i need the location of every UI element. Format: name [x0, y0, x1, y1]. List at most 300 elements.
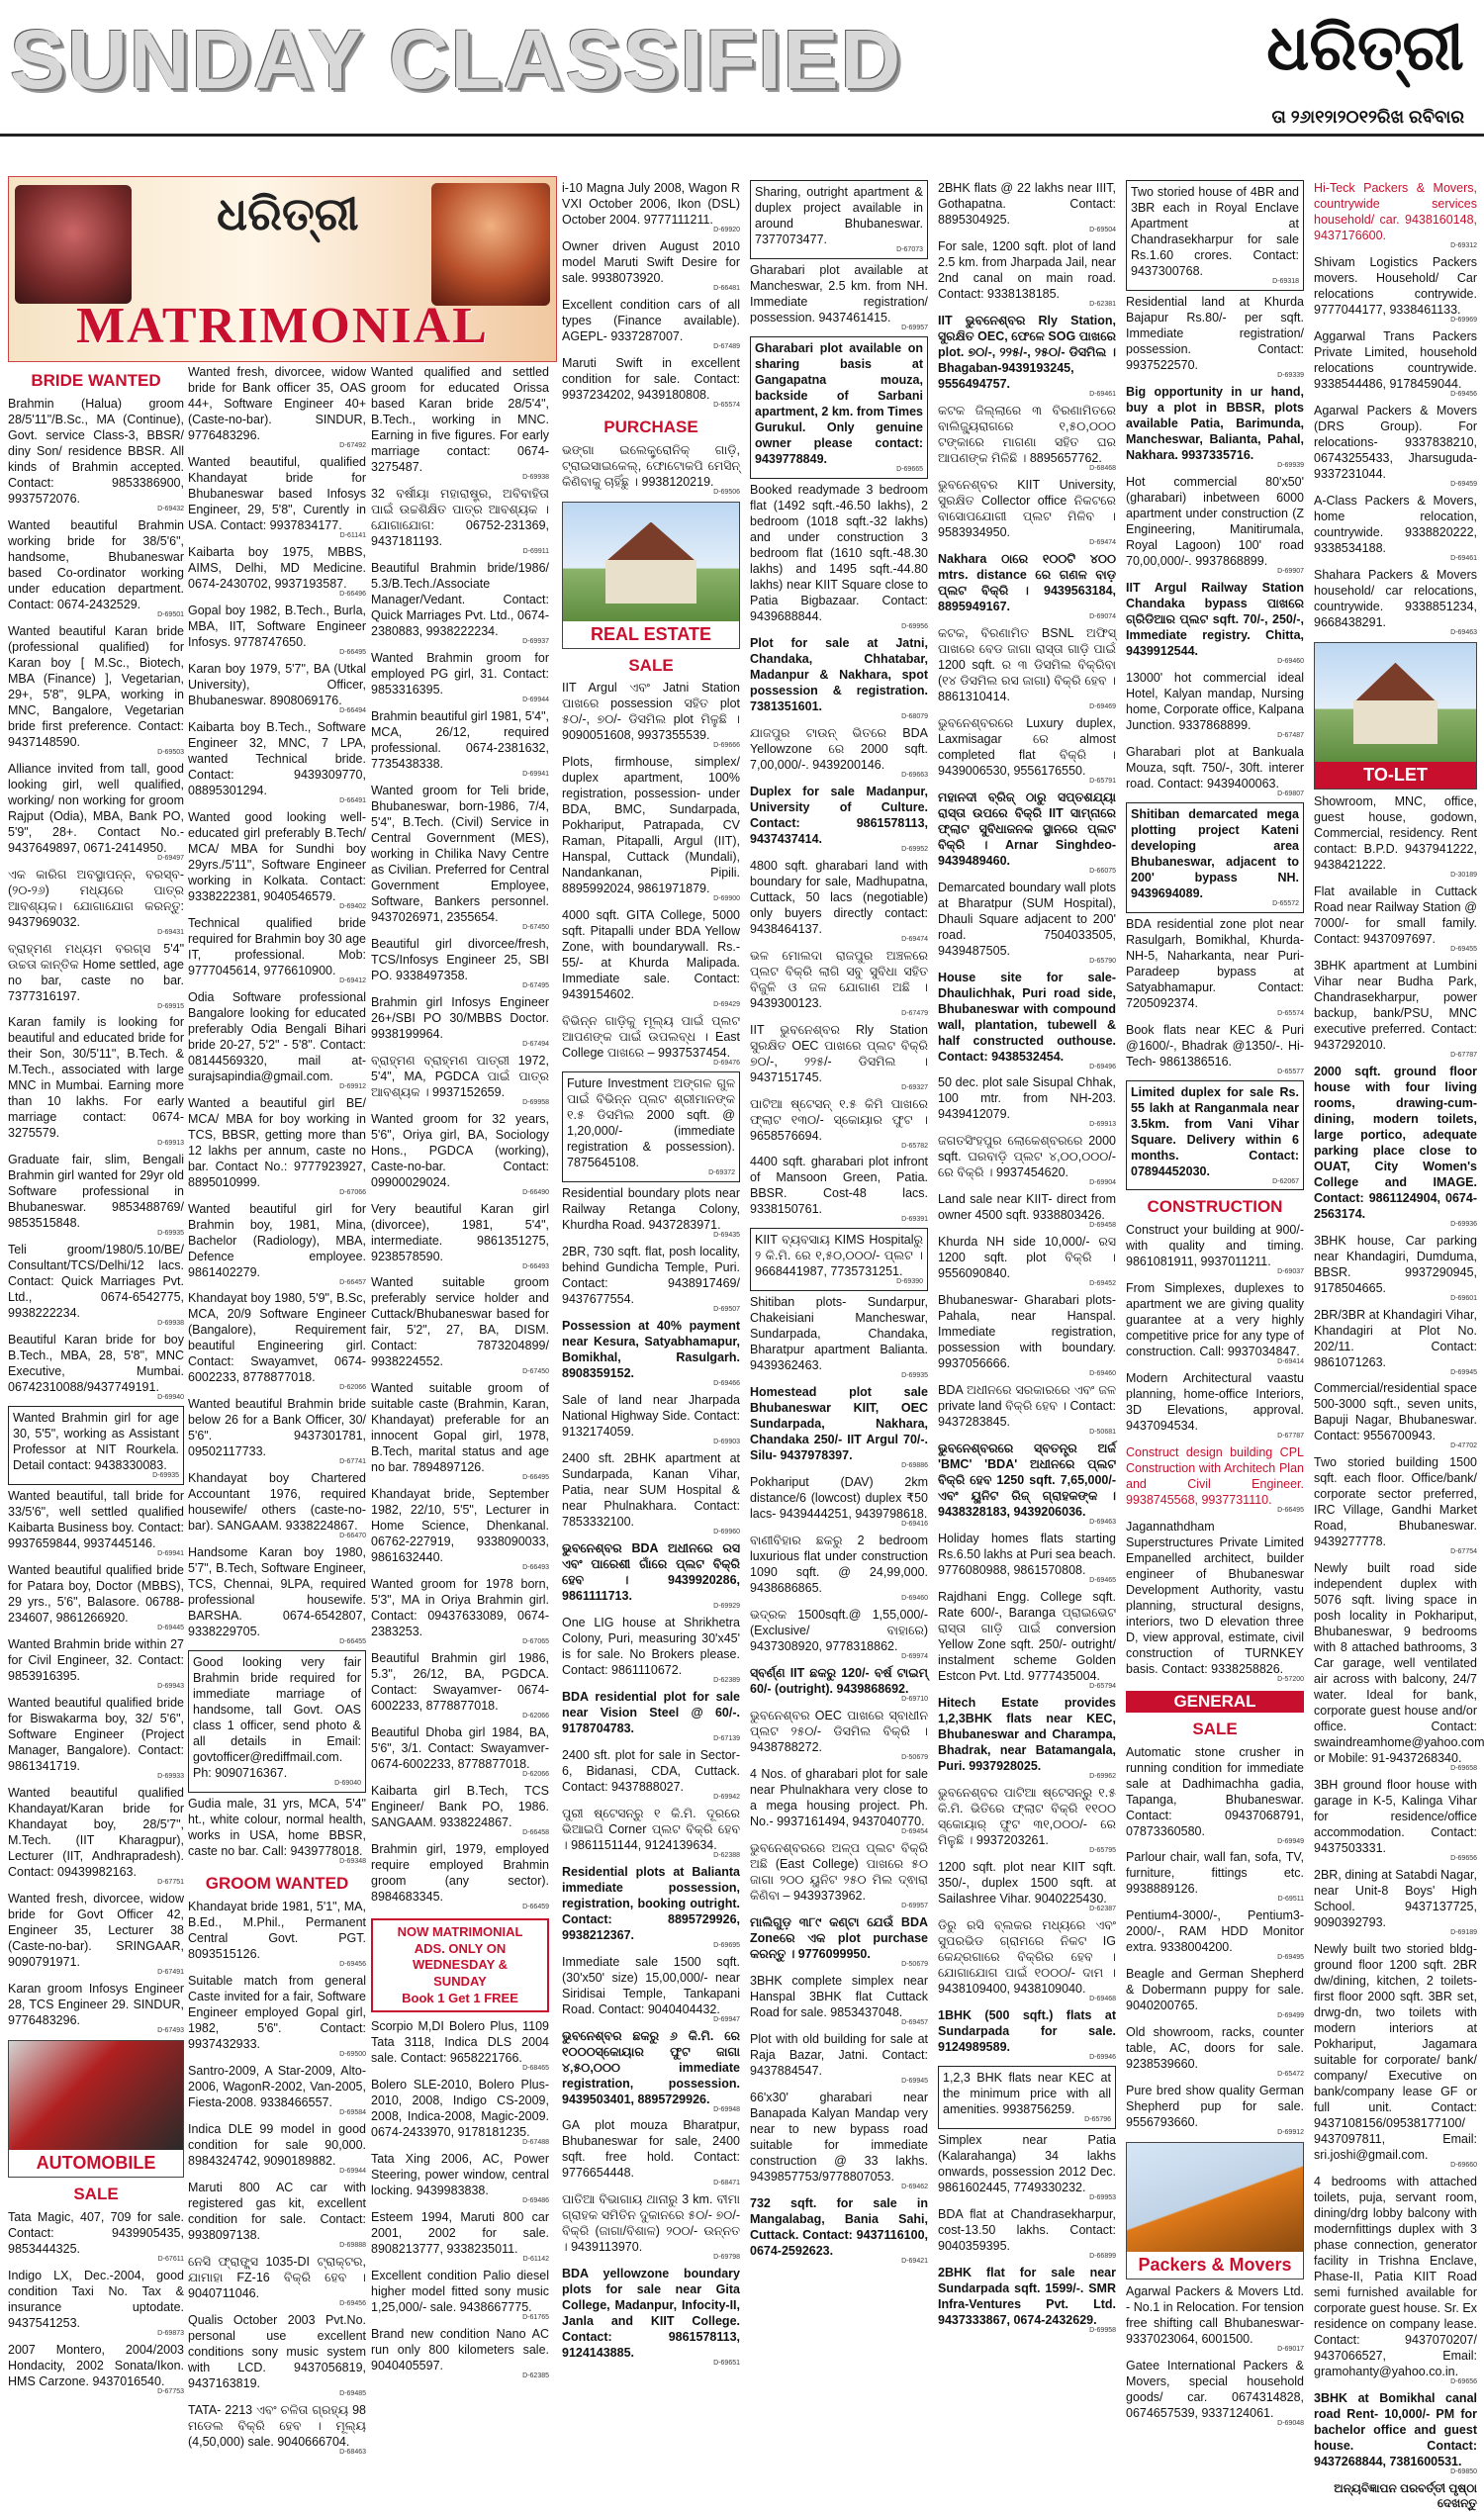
ad-text: Jagannathdham Superstructures Private Limited Empanelled architect, builder engineer of Bhubaneswar Development Authority, vastu planning, structural designs, interiors, two D elevation three D, view approval, estimate, civil construction of TURNKEY basis. Contact: 9338258826.	[1126, 1520, 1304, 1677]
ad-code: D-69431	[157, 928, 184, 936]
classified-ad	[1314, 1233, 1477, 1304]
classified-ad	[938, 238, 1116, 310]
classified-ad	[371, 650, 549, 705]
ad-code: D-69339	[1277, 371, 1304, 379]
ad-text: 4400 sqft. gharabari plot infront of Mansoon Green, Patia. BBSR. Cost-48 lacs. 9338150761.	[750, 1155, 928, 1217]
classified-ad	[750, 1708, 928, 1763]
ad-text: 1200 sqft. plot near KIIT sqft. 350/-, duplex 1500 sqft. at Sailashree Vihar. 9040225430.	[938, 1859, 1116, 1906]
ad-text: Alliance invited from tall, good looking girl, well qualified, working/ non working for groom Rajput (Odia), MBA, Bank PO, 5'9", 28+. Contact No.- 9437649897, 0671-2414950.	[8, 761, 184, 855]
ad-code: D-69956	[901, 622, 928, 630]
ad-code: D-69040	[334, 1780, 361, 1788]
classified-ad	[188, 454, 366, 541]
classified-ad	[188, 2121, 366, 2177]
ad-code: D-69941	[157, 1550, 184, 1558]
ad-code: D-65574	[1277, 1009, 1304, 1017]
ad-text: Hot commercial 80'x50' (gharabari) inbetween 6000 apartment under construction (Z Engineering, Manitirumala, Royal Lagoon) 100' road 70,00,000/-. 9937868899.	[1126, 474, 1304, 568]
ad-code: D-69601	[1450, 1294, 1477, 1302]
ad-text: 2BR, dining at Satabdi Nagar, near Unit-8 Boys' High School. 9437137725, 9090392793.	[1314, 1868, 1477, 1930]
ad-code: D-69500	[339, 2050, 366, 2058]
ad-text: Brahmin beautiful girl 1981, 5'4", MCA, 26/12, required professional. 0674-2381632, 7735438338.	[371, 708, 549, 771]
classified-ad	[188, 1973, 366, 2060]
ad-code: D-69915	[157, 1002, 184, 1010]
ad-code: D-69940	[157, 1394, 184, 1402]
ad-code: D-69327	[901, 1083, 928, 1091]
ad-text: Wanted suitable groom of suitable caste (Brahmin, Karan, Khandayat) preferable for an innocent Gopal girl, 1978, B.Tech, marital status and age no bar. 7894897126.	[371, 1381, 549, 1475]
classified-ad	[371, 486, 549, 557]
classified-ad	[562, 680, 740, 751]
classified-ad	[188, 915, 366, 986]
ad-text: Beautiful girl divorcee/fresh, TCS/Infosys Engineer 25, SBI PO. 9338497358.	[371, 936, 549, 982]
ad-code: D-69189	[1450, 1929, 1477, 1937]
ad-list	[1314, 793, 1484, 2477]
ad-code: D-50681	[1089, 1429, 1116, 1437]
classified-ad	[371, 1650, 549, 1721]
classified-ad	[8, 1242, 184, 1329]
ad-text: Suitable match from general Caste invited for a fair, Software Engineer employed Gopal girl, 1982, 5'6". Contact: 9937432933.	[188, 1973, 366, 2051]
ad-code: D-65791	[1089, 777, 1116, 785]
ad-code: D-69941	[522, 770, 549, 778]
classified-ad	[371, 560, 549, 647]
ad-text: 3BHK complete simplex near Hanspal 3BHK flat Cuttack Road for sale. 9853437048.	[750, 1973, 928, 2019]
classified-ad	[562, 297, 740, 352]
ad-code: D-69938	[522, 474, 549, 481]
ad-text: BDA flat at Chandrasekharpur, cost-13.50 lakhs. Contact: 9040359395.	[938, 2206, 1116, 2253]
ad-code: D-69957	[901, 324, 928, 331]
ad-code: D-62389	[713, 1676, 740, 1684]
offer-line: ADS. ONLY ON	[414, 1940, 507, 1956]
ad-text: Duplex for sale Madanpur, University of Culture. Contact: 9861578113, 9437437414.	[750, 784, 928, 846]
ad-code: D-69936	[1450, 1220, 1477, 1228]
classified-ad	[1126, 294, 1304, 381]
classified-ad	[938, 2132, 1116, 2203]
ad-text: Wanted fresh, divorcee, widow bride for Govt Officer 42, Engineer 35, Lecturer 38 (Caste-no-bar). SRINGAAR, 9090791971.	[8, 1892, 184, 1969]
classified-ad	[750, 482, 928, 632]
classified-ad	[1314, 493, 1477, 564]
ad-text: Residential land at Khurda Bajapur Rs.80/- per sqft. Immediate registration/ possession. Contact: 9937522570.	[1126, 294, 1304, 372]
ad-text: Wanted good looking well-educated girl preferably B.Tech/ MCA/ MBA for Sundhi boy 29yrs./5'11", Software Engineer working in Kolkata. Contact: 9338222381, 9040546579.	[188, 809, 366, 903]
ad-code: D-67493	[157, 2026, 184, 2034]
ad-text: 1,2,3 BHK flats near KEC at the minimum price with all amenities. 9938756259.	[943, 2070, 1111, 2116]
classified-ad	[750, 2090, 928, 2192]
house-photo	[1315, 643, 1476, 762]
ad-code: D-69460	[1277, 657, 1304, 665]
ad-text: ମାଲିଗୁଡ଼ ୩୮୯ କଣ୍ଟା ଯେଉଁ BDA Zoneରେ ଏକ plot purchase କରନ୍ତୁ । 9776099950.	[750, 1914, 928, 1961]
classified-ad	[938, 1531, 1116, 1586]
ad-text: Hi-Teck Packers & Movers, countrywide services household/ car. 9438160148, 9437176600.	[1314, 181, 1477, 242]
ad-list	[1126, 1222, 1304, 1685]
ad-text: Homestead plot sale Bhubaneswar KIIT, OEC Sundarpada, Nakhara, Chandaka 250/- IIT Argul 70/-. Silu- 9437978397.	[750, 1385, 928, 1463]
automobile-image	[8, 2040, 184, 2178]
classified-ad	[1314, 1064, 1477, 1230]
ad-text: Wanted beautiful Brahmin working bride for 38/5'6", handsome, Bhubaneswar based Co-ordinator working under education department. Contact: 0674-2432529.	[8, 517, 184, 611]
ad-text: Beautiful Karan bride for boy B.Tech., MBA, 28, 5'8", MNC Executive, Mumbai. 06742310088/9437749191.	[8, 1333, 184, 1395]
ad-text: 1BHK (500 sqft.) flats at Sundarpada for sale. 9124989589.	[938, 2007, 1116, 2054]
ad-code: D-69935	[901, 1372, 928, 1380]
ad-code: D-66455	[339, 1638, 366, 1646]
ad-code: D-69504	[1089, 227, 1116, 233]
ad-text: Old showroom, racks, counter table, AC, doors for sale. 9238539660.	[1126, 2025, 1304, 2072]
ad-text: Showroom, MNC, office, guest house, godown, Commercial, residency. Rent contact: B.P.D. 9437941222, 9438421222.	[1314, 793, 1477, 872]
ad-text: IIT Argul ଏବଂ Jatni Station ପାଖରେ possession ସହିତ plot ୫୦/-, ୭୦/- ଡିସମିଲ plot ମିଳୁଛି । 9090051608, 9937355539.	[562, 681, 740, 743]
ad-code: D-62067	[1272, 1177, 1299, 1185]
ad-text: Shitiban plots- Sundarpur, Chakeisiani Mancheswar, Sundarpada, Chandaka, Bharatpur apartment Balianta. 9439362463.	[750, 1295, 928, 1373]
ad-code: D-69945	[1450, 1368, 1477, 1376]
ad-code: D-69913	[157, 1140, 184, 1148]
ad-code: D-69391	[901, 1216, 928, 1224]
classified-ad	[1126, 1444, 1304, 1516]
ad-code: D-65795	[1089, 1847, 1116, 1855]
ad-code: D-69460	[901, 1595, 928, 1603]
classified-ad	[938, 880, 1116, 967]
ad-text: Brahmin girl Infosys Engineer 26+/SBI PO 30/MBBS Doctor. 9938199964.	[371, 994, 549, 1041]
ad-text: Wanted Brahmin groom for employed PG girl, 31. Contact: 9853316395.	[371, 650, 549, 697]
ad-text: Parlour chair, wall fan, sofa, TV, furniture, fittings etc. 9938889126.	[1126, 1850, 1304, 1897]
ad-text: Construct your building at 900/- with quality and timing. 9861081911, 9937011211.	[1126, 1223, 1304, 1269]
ad-code: D-69458	[1089, 1222, 1116, 1230]
ad-text: Newly built road side independent duplex with 5076 sqft. living space in posh locality in Pokhariput, Bhubaneswar, 9 bedrooms with 8 attached bathrooms, 3 Car garage, well ventilated air across with balcony, 24/7 water. Ideal for bank, corporate guest house and/or office. Contact: swaindreamhome@yahoo.com or Mobile: 91-9437268340.	[1314, 1561, 1484, 1766]
ad-text: Sharing, outright apartment & duplex project available in around Bhubaneswar. 7377073477.	[755, 185, 923, 246]
ad-code: D-67492	[339, 442, 366, 449]
ad-text: Karan groom Infosys Engineer 28, TCS Engineer 29. SINDUR, 9776483296.	[8, 1981, 184, 2027]
ad-code: D-67751	[157, 1879, 184, 1887]
ad-text: Technical qualified bride required for Brahmin boy 30 age IT, professional. Mob: 9777045614, 9776610900.	[188, 915, 366, 977]
ad-code: D-69658	[1450, 1765, 1477, 1773]
ad-text: Wanted Brahmin girl for age 30, 5'5", working as Assistant Professor at NIT Rourkela. Detail contact: 9438330083.	[13, 1411, 179, 1473]
ad-text: 2BHK flat for sale near Sundarpada sqft. 1599/-. SMR Infra-Ventures Pvt. Ltd. 9437333867, 0674-2432629.	[938, 2265, 1116, 2327]
ad-code: D-69886	[901, 1462, 928, 1470]
classified-ad	[1314, 958, 1477, 1061]
ad-text: 3BHK at Bomikhal canal road Rent- 10,000/- PM for bachelor office and guest house. Contact: 9437268844, 7381600531.	[1314, 2391, 1477, 2469]
offer-line: WEDNESDAY &	[412, 1957, 509, 1973]
classified-ad	[188, 1796, 366, 1867]
ad-text: Karan boy 1979, 5'7", BA (Utkal University), Officer, Bhubaneswar. 8908069176.	[188, 661, 366, 707]
ad-text: BDA ଅଧୀନରେ ସରକାରରେ ଏବଂ ଜଳ private land ବିକ୍ରି ହେବ । Contact: 9437283845.	[938, 1383, 1117, 1430]
ad-code: D-65782	[901, 1142, 928, 1150]
ad-text: 50 dec. plot sale Sisupal Chhak, 100 mtr. from NH-203. 9439412079.	[938, 1075, 1116, 1122]
ad-text: BDA yellowzone boundary plots for sale near Gita College, Madanpur, Infocity-II, Janla and KIIT College. Contact: 9861578113, 9124143885.	[562, 2267, 740, 2361]
ad-code: D-69457	[901, 2018, 928, 2026]
ad-code: D-66491	[339, 796, 366, 804]
ad-text: 4 Nos. of gharabari plot for sale near Phulnakhara very close to a mega housing project. Ph. No.- 9937161494, 9437040770.	[750, 1767, 928, 1829]
ad-code: D-69461	[1450, 554, 1477, 562]
continued-footer: ଅନ୍ୟବିଜ୍ଞାପନ ପରବର୍ତ୍ତୀ ପୃଷ୍ଠା ଦେଖନ୍ତୁ	[1334, 2481, 1477, 2511]
classified-ad	[938, 313, 1116, 400]
classified-ad	[750, 336, 928, 479]
ad-code: D-69949	[1277, 1837, 1304, 1845]
bride-photo-left	[15, 185, 132, 304]
ad-list	[188, 364, 366, 1867]
ad-code: D-69402	[339, 902, 366, 910]
ad-code: D-69462	[901, 2183, 928, 2190]
ad-text: Handsome Karan boy 1980, 5'7", B.Tech, Software Engineer, TCS, Chennai, 9LPA, required professional housewife. BARSHA. 0674-6542807, 9338229705.	[188, 1545, 366, 1639]
ad-code: D-69907	[1277, 567, 1304, 575]
classified-ad	[371, 936, 549, 991]
ad-code: D-69496	[1089, 1063, 1116, 1070]
ad-code: D-69953	[1089, 2193, 1116, 2201]
ad-text: Karan family is looking for beautiful and educated bride for their Son, 30/5'11", B.Tech. & M.Tech., associated with large MNC in Mumbai. Earning more than 10 lakhs. For early marriage contact: 0674-3275579.	[8, 1015, 184, 1141]
classified-ad	[562, 2266, 740, 2369]
ad-code: D-69944	[339, 2167, 366, 2175]
ad-code: D-47702	[1450, 1442, 1477, 1450]
ad-text: Wanted qualified and settled groom for educated Orissa based Karan bride 28/5'4", B.Tech., working in MNC. Earning in five figures. For early marriage contact: 0674-3275487.	[371, 365, 549, 474]
ad-text: Excellent condition cars of all types (Finance available). AGEPL- 9337287007.	[562, 297, 740, 343]
classified-ad	[1126, 1966, 1304, 2021]
ad-code: D-61765	[522, 2314, 549, 2322]
section-sale: SALE	[628, 655, 674, 675]
classified-ad	[750, 858, 928, 945]
classified-ad	[188, 989, 366, 1092]
classified-ad	[562, 1392, 740, 1447]
ad-code: D-69947	[713, 2015, 740, 2023]
ad-text: ଭଳ ମୋଲଦା ରାଜପୁର ଅଞ୍ଚଳରେ ପ୍ଲଟ ବିକ୍ରି ଲାଗି ସବୁ ସୁବିଧା ସହିତ ବିଜୁଳି ଓ ଜଳ ଯୋଗାଣ ଅଛି । 9439300123.	[750, 948, 928, 1010]
ad-code: D-66458	[522, 1829, 549, 1837]
ad-text: Santro-2009, A Star-2009, Alto-2006, WagonR-2002, Van-2005, Fiesta-2008. 9338466557.	[188, 2063, 366, 2109]
bride-photo-right	[431, 183, 550, 306]
ad-text: Indica DLE 99 model in good condition for sale 90,000. 8984324742, 9090189882.	[188, 2121, 366, 2168]
ad-code: D-69503	[157, 748, 184, 756]
issue-date: ତା ୨୬ା୧୨ା୨୦୧୨ରିଖ ରବିବାର	[1271, 107, 1464, 127]
ad-code: D-69903	[713, 1438, 740, 1445]
ad-text: Wanted fresh, divorcee, widow bride for Bank officer 35, OAS 44+, Software Engineer 40+ (Caste-no-bar). SINDUR, 9776483296.	[188, 365, 366, 442]
ad-text: Residential plots at Balianta immediate possession, registration, booking outright. Contact: 8895729926, 9938212367.	[562, 1864, 740, 1942]
offer-line: NOW MATRIMONIAL	[397, 1924, 523, 1940]
classified-ad	[8, 1332, 184, 1403]
ad-text: 2BR, 730 sqft. flat, posh locality, behind Gundicha Temple, Puri. Contact: 9438917469/ 9437677554.	[562, 1245, 740, 1307]
classified-ad	[371, 2151, 549, 2206]
ad-code: D-69454	[901, 1828, 928, 1836]
ad-code: D-67073	[896, 246, 923, 253]
ad-text: Shahara Packers & Movers household/ car relocations, countrywide. 9338851234, 9668438291.	[1314, 567, 1477, 629]
ad-text: 13000' hot commercial ideal Hotel, Kalyan mandap, Nursing home, Corporate office, Kalpana Junction. 9337868899.	[1126, 670, 1304, 732]
classified-ad	[750, 784, 928, 855]
ad-code: D-69463	[1089, 1519, 1116, 1527]
ad-list	[1126, 180, 1304, 1190]
classified-ad	[562, 1806, 740, 1861]
ad-code: D-69485	[339, 2389, 366, 2397]
ad-code: D-69929	[713, 1602, 740, 1610]
matrimonial-offer-box	[371, 1918, 549, 2012]
ad-text: ଭୁବନେଶ୍ବରରେ ଅଳ୍ପ ପ୍ଲଟ ବିକ୍ରି ଅଛି (East College) ପାଖରେ ୫୦ ଜାଗା ୨୦୦ ୟୁନିଟ ୨୫୦ ମିଲ ଦ୍ଵାରା କିଣିବା – 9439373962.	[750, 1841, 928, 1904]
classified-ad	[8, 941, 184, 1012]
ad-text: Agarwal Packers & Movers Ltd. - No.1 in Relocation. For tension free shifting call Bhubaneswar- 9337023064, 6001500.	[1126, 2284, 1304, 2347]
ad-code: D-67479	[901, 1009, 928, 1017]
classified-ad	[188, 1095, 366, 1198]
ad-code: D-69960	[713, 1528, 740, 1535]
classified-ad	[8, 396, 184, 514]
ad-text: Khandayat boy Chartered Accountant 1976, required housewife/ others (caste-no-bar). SANGAAM. 9338224867.	[188, 1471, 366, 1534]
classified-ad	[188, 1650, 366, 1793]
classified-ad	[188, 603, 366, 658]
classified-ad	[938, 2265, 1116, 2336]
classified-ad	[938, 1133, 1116, 1188]
ad-code: D-69913	[1089, 1121, 1116, 1129]
ad-text: Booked readymade 3 bedroom flat (1492 sqft.-46.50 lakhs), 2 bedroom (1018 sqft.-32 lakhs) and under construction 3 bedroom flat (1610 sqft.-48.30 lakhs) and 1495 sqft.-44.80 lakhs) near KIIT Square close to Patia Bigbazaar. Contact: 9439688844.	[750, 482, 928, 623]
ad-code: D-69710	[901, 1696, 928, 1704]
classified-ad	[938, 1292, 1116, 1379]
ad-code: D-62066	[522, 1771, 549, 1779]
ad-text: Beautiful Dhoba girl 1984, BA, 5'6", 3/1. Contact: Swayamver- 0674-6002233, 8778877018.	[371, 1725, 549, 1772]
ad-text: IIT ଭୁବନେଶ୍ବର Rly Station, ସୁରକ୍ଷିତ OEC, ଫେଳେ SOG ପାଖରେ plot. ୭୦/-, ୨୨୫/-, ୨୫୦/- ଡିସମିଲ । Bhagaban-9439193245, 9556494757.	[938, 313, 1116, 391]
classified-ad	[8, 867, 184, 938]
classified-ad	[371, 1380, 549, 1483]
ad-text: କଟକ ଜିଲ୍ଲାରେ ୩ ବିରଣାମିତରେ ବାଲିଜ୍ୟୁରାଗରେ ୧,୫୦,୦୦୦ ଟଙ୍କାରେ ମାଗଣା ସହିତ ଘର ଆପଣଙ୍କ ମିଳିଛି । 8895657762.	[938, 403, 1116, 465]
ad-text: ବ୍ରାହ୍ମଣ ମଧ୍ୟମ ବରଗ୍ସ 5'4" ଉଚ୍ଚତା କାନ୍ତିକ Home settled, age no bar, caste no bar. 7377316197.	[8, 941, 184, 1003]
classified-ad	[562, 1615, 740, 1686]
classified-ad	[562, 442, 740, 498]
ad-code: D-69912	[339, 1082, 366, 1090]
ad-code: D-69900	[713, 895, 740, 903]
section-sale: SALE	[73, 2184, 119, 2203]
ad-text: TATA- 2213 ଏବଂ ଚଳିତା ଗ୍ରହ୍ୟ 98 ମଡେଲ ବିକ୍ରି ହେବ । ମୂଲ୍ୟ (4,50,000) sale. 9040666704.	[188, 2402, 366, 2449]
ad-code: D-68465	[522, 2065, 549, 2073]
ad-text: Commercial/residential space 500-3000 sqft., seven units, Bapuji Nagar, Bhubaneswar. Contact: 9556700943.	[1314, 1381, 1477, 1443]
ad-code: D-69798	[713, 2254, 740, 2262]
ad-code: D-67139	[713, 1734, 740, 1742]
ad-text: Wanted a beautiful girl BE/ MCA/ MBA for boy working in TCS, BBSR, getting more than 12 lakhs per annum, caste no bar. Contact No.: 9777923927, 8895010999.	[188, 1095, 366, 1189]
packers-label: Packers & Movers	[1127, 2252, 1303, 2279]
ad-text: Pokhariput (DAV) 2km distance/6 (lowcost) duplex ₹50 lacs- 9439444251, 9439798618.	[750, 1475, 928, 1522]
ad-text: 66'x30' gharabari near Banapada Kalyan Mandap very near to new bypass road suitable for immediate construction @ 33 lakhs. 9439857753/9778807053.	[750, 2090, 928, 2184]
classified-ad	[188, 1470, 366, 1541]
ad-text: Wanted groom for Teli bride, Bhubaneswar, born-1986, 7/4, 5'4", B.Tech. (Civil) Service in Central Government (MES), working in Chilika Navy Centre as Civilian. Preferred for Central Government Employee, Software, Bankers personnel. 9437026971, 2355654.	[371, 783, 549, 924]
classified-ad	[562, 1244, 740, 1315]
classified-ad	[371, 1201, 549, 1272]
classified-ad	[371, 2209, 549, 2265]
ad-text: Modern Architectural vaastu planning, home-office Interiors, 3D Elevations, approval. 9437094534.	[1126, 1371, 1304, 1434]
ad-list	[750, 180, 928, 2267]
section-construction: CONSTRUCTION	[1147, 1197, 1283, 1217]
ad-text: Aggarwal Trans Packers Private Limited, household relocations countrywide. 9338544486, 9178459044.	[1314, 328, 1477, 391]
classified-ad	[8, 2268, 184, 2339]
classified-ad	[188, 2402, 366, 2458]
ad-code: D-66470	[339, 1533, 366, 1540]
classified-ad	[750, 1973, 928, 2028]
ad-code: D-69656	[1450, 1855, 1477, 1863]
ad-text: Big opportunity in ur hand, buy a plot in BBSR, plots available Patia, Barimunda, Mancheswar, Balianta, Pahal, Nakhara. 9937335716.	[1126, 384, 1304, 462]
ad-text: A-Class Packers & Movers, home relocation, countrywide. 9338820222, 9338534188.	[1314, 493, 1477, 555]
ad-text: IIT ଭୁବନେଶ୍ବର Rly Station ସୁରକ୍ଷିତ OEC ପାଖରେ ପ୍ଲଟ ବିକ୍ରି ୭୦/-, ୨୨୫/- ଡିସମିଲ । 9437151745.	[750, 1022, 928, 1084]
ad-text: BDA residential plot for sale near Vision Steel @ 60/-. 9178704783.	[562, 1689, 740, 1735]
classified-ad	[750, 1154, 928, 1225]
ad-text: Pentium4-3000/-, Pentium3-2000/-, RAM HDD Monitor extra. 9338004200.	[1126, 1908, 1304, 1955]
ad-code: D-69429	[713, 1001, 740, 1009]
ad-code: D-66493	[522, 1262, 549, 1270]
ad-code: D-69048	[1277, 2420, 1304, 2428]
ad-code: D-69958	[1089, 2326, 1116, 2334]
ad-text: Limited duplex for sale Rs. 55 lakh at Ranganmala near 3.5km. from Vani Vihar Square. Delivery within 6 months. Contact: 07894452030.	[1131, 1084, 1299, 1178]
ad-list	[1126, 2283, 1304, 2429]
classified-ad	[1126, 1907, 1304, 1963]
ad-text: i-10 Magna July 2008, Wagon R VXI October 2006, Ikon (DSL) October 2004. 9777111211.	[562, 181, 740, 227]
ad-text: ଭୁବନେଶ୍ବର OEC ପାଖରେ ସ୍ବାଧୀନ ପ୍ଲଟ ୨୫୦/- ଡିସମିଲ ବିକ୍ରି । 9438788272.	[750, 1709, 928, 1755]
classified-ad	[371, 1783, 549, 1838]
ad-code: D-69666	[713, 742, 740, 750]
classified-ad	[371, 994, 549, 1050]
classified-ad	[8, 1981, 184, 2036]
classified-ad	[562, 1013, 740, 1069]
ad-code: D-67741	[339, 1458, 366, 1466]
ad-text: 4000 sqft. GITA College, 5000 sqft. Pitapalli under BDA Yellow Zone, with boundarywall. Rs.- 55/- at Khurda Malipada. Immediate sale. Contact: 9439154602.	[562, 908, 740, 1002]
real-estate-image	[562, 502, 740, 649]
classified-ad	[371, 783, 549, 933]
offer-line: Book 1 Get 1 FREE	[402, 1990, 518, 2005]
classified-ad	[938, 625, 1116, 712]
ad-text: 2400 sft. 2BHK apartment at Sundarpada, Kanan Vihar, Patia, near SUM Hospital & near Phulnakhara. Contact: 7853332100.	[562, 1450, 740, 1529]
ad-code: D-66459	[522, 1904, 549, 1911]
ad-text: ବିଭିନ୍ନ ଗାଡ଼ିକୁ ମୂଲ୍ୟ ପାଇଁ ପ୍ଲଟ ଆପଣଙ୍କ ପାଇଁ ଉପଲବ୍ଧ । East College ପାଖରେ – 9937537454.	[562, 1014, 740, 1061]
classified-ad	[1314, 180, 1477, 251]
classified-ad	[562, 1747, 740, 1803]
ad-text: Wanted Brahmin bride within 27 for Civil Engineer, 32. Contact: 9853916395.	[8, 1637, 184, 1684]
ad-code: D-69456	[1450, 390, 1477, 398]
classified-ad	[1314, 884, 1477, 955]
ad-text: House site for sale- Dhaulichhak, Puri road side, Bhubaneswar with compound wall, plantation, tubewell & half constructed outhouse. Contact: 9438532454.	[938, 970, 1116, 1064]
ad-text: ପାଟିଆ ଷ୍ଟେସନ୍ ୧.୫ କିମି ପାଖରେ ଫ୍ଲାଟ ୧୩୦/- ସ୍କୋୟାର ଫୁଟ । 9658576694.	[750, 1096, 928, 1143]
divider	[0, 134, 1484, 137]
ad-code: D-69497	[157, 854, 184, 862]
ad-list	[371, 2018, 549, 2381]
classified-ad	[1126, 670, 1304, 741]
ad-code: D-69461	[1089, 390, 1116, 398]
ad-text: Flat available in Cuttack Road near Railway Station @ 7000/- for small family. Contact: 9437097697.	[1314, 884, 1477, 946]
ad-code: D-69468	[1089, 1995, 1116, 2002]
ad-text: ମହାନଦୀ ବ୍ରିଜ୍ ଠାରୁ ସପ୍ତଶଯ୍ୟା ରାସ୍ତା ଉପରେ ବିକ୍ରି IIT ସାମ୍ନାରେ ଫ୍ଲାଟ ସୁବିଧାଜନକ ସ୍ଥାନରେ ପ୍ଲଟ ବିକ୍ରି । Arnar Singhdeo-9439489460.	[938, 790, 1116, 868]
classified-ad	[188, 2312, 366, 2399]
classified-ad	[750, 2195, 928, 2267]
ad-code: D-67066	[339, 1188, 366, 1196]
classified-ad	[188, 2063, 366, 2118]
ad-code: D-69511	[1277, 1896, 1304, 1904]
ad-text: Graduate fair, slim, Bengali Brahmin girl wanted for 29yr old Software professional in Bhubaneswar. 9853488769/ 9853515848.	[8, 1153, 184, 1231]
ad-text: ଭୁବନେଶ୍ବର BDA ଅଧୀନରେ ରସ ଏବଂ ପାରେଶୀ ଗାଁରେ ପ୍ଲଟ ବିକ୍ରି ହେବ । 9439920286, 9861111713.	[562, 1540, 740, 1603]
classified-ad	[1314, 1777, 1477, 1864]
ad-code: D-65572	[1272, 899, 1299, 907]
ad-code: D-66075	[1089, 867, 1116, 875]
classified-ad	[1126, 2358, 1304, 2429]
ad-text: KIIT ବ୍ୟବସାୟ KIMS Hospitalରୁ ୨ କି.ମି. ରେ ୧,୫୦,୦୦୦/- ପ୍ଲଟ । 9668441987, 7735731251.	[755, 1233, 923, 1279]
ad-code: D-62388	[713, 1851, 740, 1859]
ad-text: ଭୁବନେଶ୍ବର KIIT University, ସୁରକ୍ଷିତ Collector office ନିକଟରେ ବାସୋପଯୋଗୀ ପ୍ଲଟ ମିଳିବ । 9583934950.	[938, 477, 1116, 539]
classified-ad	[562, 2028, 740, 2115]
ad-code: D-66494	[339, 706, 366, 714]
ad-code: D-69495	[1277, 1954, 1304, 1962]
classified-ad	[562, 1954, 740, 2025]
ad-text: Beagle and German Shepherd & Dobermann puppy for sale. 9040200765.	[1126, 1967, 1304, 2013]
ad-text: Wanted beautiful, qualified Khandayat bride for Bhubaneswar based Infosys Engineer, 29, 5'8", Curently in USA. Contact: 9937834177.	[188, 454, 366, 532]
classified-ad	[1126, 1744, 1304, 1847]
classified-ad	[1126, 1080, 1304, 1191]
classified-ad	[938, 477, 1116, 548]
classified-ad	[1126, 2024, 1304, 2080]
ad-code: D-65790	[1089, 957, 1116, 965]
classified-ad	[562, 1689, 740, 1744]
ad-code: D-69944	[522, 696, 549, 703]
ad-code: D-69933	[157, 1773, 184, 1781]
ad-code: D-69312	[1450, 242, 1477, 249]
classified-ad	[562, 1540, 740, 1612]
classified-ad	[938, 1785, 1116, 1856]
ad-text: Demarcated boundary wall plots at Bharatpur (SUM Hospital), Dhauli Square adjacent to 200' road. 7504033505, 9439487505.	[938, 880, 1116, 958]
ad-code: D-67487	[1277, 731, 1304, 739]
ad-text: Two storied house of 4BR and 3BR each in Royal Enclave Apartment at Chandrasekharpur for sale Rs.1.60 crores. Contact: 9437300768.	[1131, 185, 1299, 278]
classified-ad	[938, 1191, 1116, 1231]
classified-ad	[938, 1382, 1116, 1438]
ad-code: D-69946	[1089, 2053, 1116, 2061]
ad-text: 732 sqft. for sale in Mangalabag, Bania Sahi, Cuttack. Contact: 9437116100, 0674-2592623.	[750, 2195, 928, 2258]
classified-ad	[188, 719, 366, 806]
ad-code: D-69318	[1272, 278, 1299, 285]
ad-text: Book flats near KEC & Puri @1600/-, Bhadrak @1350/-. Hi-Tech- 9861386516.	[1126, 1022, 1304, 1069]
